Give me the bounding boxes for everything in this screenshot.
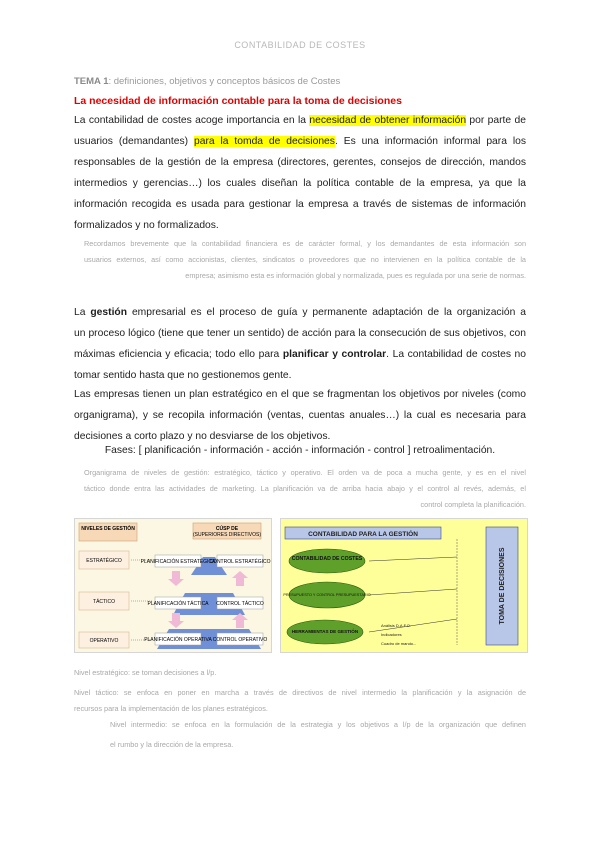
topic-title xyxy=(74,76,340,87)
accounting-diagram-svg xyxy=(281,519,527,652)
text-line: un proceso lógico (tiene que tener un sentido) de acción para la consecución de sus objetivos, con xyxy=(74,328,526,339)
note-org-chart xyxy=(84,465,526,513)
decision-label: TOMA DE DECISIONES xyxy=(499,547,506,625)
level-intermediate-text: Nivel intermedio: se enfoca en la formulación de la estrategia y los objetivos a l/p de la organización que definen xyxy=(110,720,526,729)
control-tactical-label: CONTROL TÁCTICO xyxy=(216,601,264,607)
text-line: responsables de la gestión de la empresa (directores, gerentes, consejos de dirección, mandos xyxy=(74,157,526,168)
bullet-dashboard: Cuadro de mando... xyxy=(381,641,417,646)
text-line: tomar sentido hasta que no gestionemos gente. xyxy=(74,370,292,381)
note-financial-accounting xyxy=(84,236,526,284)
bullet-indicators: Indicadores xyxy=(381,632,402,637)
bullet-swot: Análisis D.A.F.O. xyxy=(381,623,412,628)
text-line: organigrama), y se recopila información (ventas, cuentas anuales…) la cual es necesaria para xyxy=(74,410,526,421)
levels-header-label: NIVELES DE GESTIÓN xyxy=(81,526,135,532)
note-line: control completa la planificación. xyxy=(420,500,526,509)
level-tactical-text: Nivel táctico: se enfoca en poner en marcha a través de directivos de nivel intermedio la planificación y la asignación de xyxy=(74,688,526,697)
phases-line: Fases: [ planificación - información - acción - información - control ] retroalimentación. xyxy=(104,445,496,456)
page-header: CONTABILIDAD DE COSTES xyxy=(234,40,366,50)
text-line: formalizados y no formalizados. xyxy=(74,220,219,231)
section-heading: La necesidad de información contable para la toma de decisiones xyxy=(74,95,402,107)
cuspide-sub-label: (SUPERIORES DIRECTIVOS) xyxy=(192,532,262,538)
note-line: Recordamos brevemente que la contabilidad financiera es de carácter formal, y los demandantes de esta información son xyxy=(84,239,526,248)
oval-tools-label: HERRAMIENTAS DE GESTIÓN xyxy=(291,629,359,634)
paragraph-strategic-plan xyxy=(74,384,526,447)
level-tactical-label: TÁCTICO xyxy=(93,599,115,605)
paragraph-management xyxy=(74,302,526,386)
text-line: La contabilidad de costes acoge importancia en la necesidad de obtener información por parte de xyxy=(74,115,526,126)
text-line: Las empresas tienen un plan estratégico en el que se fragmentan los objetivos por niveles (como xyxy=(74,389,526,400)
level-operative-label: OPERATIVO xyxy=(89,638,119,644)
note-line: táctico donde entra las actividades de marketing. La planificación va de arriba hacia abajo y el control al revés, además, el xyxy=(84,484,526,493)
text-line: decisiones a corto plazo y no desviarse de los objetivos. xyxy=(74,431,331,442)
highlight: necesidad de obtener información xyxy=(309,115,467,126)
text-line: usuarios (demandantes) para la tomda de decisiones. Es una información informal para los xyxy=(74,136,526,147)
topic-number: TEMA 1 xyxy=(74,76,109,87)
levels-diagram-svg xyxy=(75,519,271,652)
level-intermediate-text: el rumbo y la dirección de la empresa. xyxy=(110,740,234,749)
management-levels-diagram xyxy=(74,518,272,653)
planning-operative-label: PLANIFICACIÓN OPERATIVA xyxy=(144,637,212,643)
level-strategic-label: ESTRATÉGICO xyxy=(86,558,122,564)
cuspide-label: CÚSP DE xyxy=(215,526,239,532)
note-line: usuarios externos, así como accionistas, clientes, sindicatos o proveedores que no intervienen en la política contable de la xyxy=(84,255,526,264)
planning-tactical-label: PLANIFICACIÓN TÁCTICA xyxy=(147,601,209,607)
level-tactical-text: recursos para la implementación de los planes estratégicos. xyxy=(74,704,268,713)
text-line: La gestión empresarial es el proceso de guía y permanente adaptación de la organización a xyxy=(74,307,526,318)
topic-description: : definiciones, objetivos y conceptos básicos de Costes xyxy=(108,76,341,87)
accounting-title: CONTABILIDAD PARA LA GESTIÓN xyxy=(308,531,418,538)
text-line: información recogida es usada para gestionar la empresa a través de sistemas de información xyxy=(74,199,526,210)
level-intermediate-block xyxy=(110,717,526,753)
planning-strategic-label: PLANIFICACIÓN ESTRATÉGICA xyxy=(140,559,216,565)
note-line: empresa; asimismo esta es información global y normalizada, pues es regulada por una serie de normas. xyxy=(185,271,526,280)
level-descriptions xyxy=(74,665,526,717)
level-strategic-text: Nivel estratégico: se toman decisiones a l/p. xyxy=(74,668,217,677)
text-line: máximas eficiencia y eficacia; todo ello para planificar y controlar. La contabilidad de costes no xyxy=(74,349,526,360)
oval-budget-label: PRESUPUESTO Y CONTROL PRESUPUESTARIO xyxy=(283,593,371,597)
oval-cost-accounting-label: CONTABILIDAD DE COSTES xyxy=(291,556,363,562)
management-accounting-diagram xyxy=(280,518,528,653)
paragraph-information-need xyxy=(74,110,526,236)
highlight: para la tomda de decisiones xyxy=(193,136,335,147)
text-line: intermedios y gerencias…) los cuales diseñan la política contable de la empresa, ya que la xyxy=(74,178,526,189)
control-operative-label: CONTROL OPERATIVO xyxy=(212,637,268,643)
control-strategic-label: CONTROL ESTRATÉGICO xyxy=(209,559,271,565)
note-line: Organigrama de niveles de gestión: estratégico, táctico y operativo. El orden va de poca a mucha gente, y es en el nivel xyxy=(84,468,526,477)
